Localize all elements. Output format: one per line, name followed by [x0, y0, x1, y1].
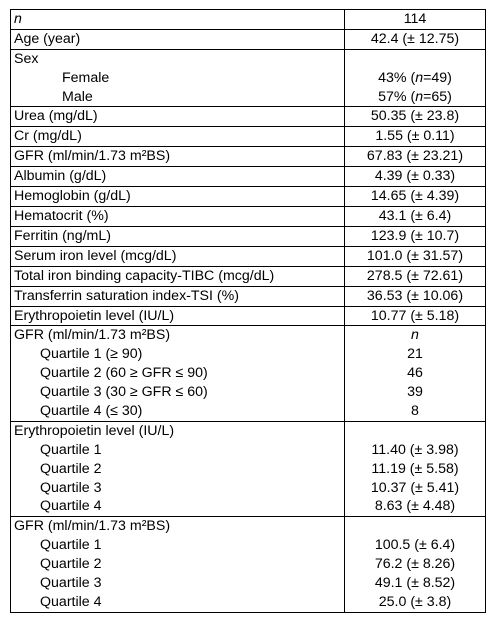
table-row [11, 246, 486, 266]
gfr-by-quartile-2-label: Quartile 2 [40, 556, 102, 573]
row-value: 123.9 (± 10.7) [345, 226, 486, 246]
table-row [11, 286, 486, 306]
gfr-by-quartile-1-label: Quartile 1 [40, 537, 102, 554]
row-label: Hematocrit (%) [11, 207, 345, 227]
table-row-gfr-quartiles-n [11, 326, 486, 421]
row-label: Albumin (g/dL) [11, 167, 345, 187]
characteristics-table [10, 9, 486, 613]
sex-female-label: Female [62, 69, 110, 86]
gfr-by-quartile-header: GFR (ml/min/1.73 m²BS) [14, 518, 171, 535]
table-row-sex [11, 49, 486, 107]
epo-quartile-4-label: Quartile 4 [40, 498, 102, 515]
row-label: Transferrin saturation index-TSI (%) [11, 286, 345, 306]
epo-header: Erythropoietin level (IU/L) [14, 422, 175, 439]
gfr-by-quartile-3-label: Quartile 3 [40, 575, 102, 592]
epo-quartile-3-value: 10.37 (± 5.41) [370, 479, 460, 496]
row-label: Hemoglobin (g/dL) [11, 187, 345, 207]
gfr-quartile-3-label: Quartile 3 (30 ≥ GFR ≤ 60) [40, 384, 208, 401]
sex-values [345, 49, 486, 107]
table-row [11, 187, 486, 207]
row-label: Cr (mg/dL) [11, 127, 345, 147]
row-label: n [11, 10, 345, 30]
row-value: 42.4 (± 12.75) [345, 29, 486, 49]
gfr-by-quartile-1-value: 100.5 (± 6.4) [374, 537, 456, 554]
gfr-quartile-3-value: 39 [407, 384, 423, 401]
row-value: 114 [345, 10, 486, 30]
gfr-by-quartile-4-value: 25.0 (± 3.8) [378, 593, 452, 610]
gfr-by-quartile-3-value: 49.1 (± 8.52) [374, 575, 456, 592]
row-value: 43.1 (± 6.4) [345, 207, 486, 227]
sex-male-label: Male [62, 88, 93, 105]
row-value: 4.39 (± 0.33) [345, 167, 486, 187]
sex-header: Sex [14, 50, 39, 67]
table-row-gfr-by-quartile [11, 517, 486, 612]
gfr-quartile-values [345, 326, 486, 421]
table-row [11, 266, 486, 286]
table-row [11, 29, 486, 49]
table-row-n [11, 10, 486, 30]
gfr-quartile-1-label: Quartile 1 (≥ 90) [40, 346, 143, 363]
gfr-quartile-4-label: Quartile 4 (≤ 30) [40, 403, 143, 420]
sex-female-value: 43% (n=49) [378, 69, 452, 86]
gfr-quartile-2-label: Quartile 2 (60 ≥ GFR ≤ 90) [40, 365, 208, 382]
epo-quartile-2-value: 11.19 (± 5.58) [371, 460, 459, 477]
row-value: 101.0 (± 31.57) [345, 246, 486, 266]
gfr-quartiles-n-header: n [411, 327, 419, 344]
epo-quartile-4-value: 8.63 (± 4.48) [374, 498, 456, 515]
table-row-epo-by-quartile [11, 421, 486, 516]
row-value: 1.55 (± 0.11) [345, 127, 486, 147]
table-row [11, 127, 486, 147]
table-row [11, 167, 486, 187]
row-value: 10.77 (± 5.18) [345, 306, 486, 326]
gfr-by-quartile-labels [11, 517, 345, 612]
row-value: 50.35 (± 23.8) [345, 107, 486, 127]
gfr-quartile-4-value: 8 [411, 403, 419, 420]
row-label: Age (year) [11, 29, 345, 49]
row-label: Erythropoietin level (IU/L) [11, 306, 345, 326]
gfr-by-quartile-2-value: 76.2 (± 8.26) [374, 556, 456, 573]
table-row [11, 107, 486, 127]
epo-quartile-1-label: Quartile 1 [40, 441, 102, 458]
sex-labels [11, 49, 345, 107]
table-row [11, 207, 486, 227]
row-value: 67.83 (± 23.21) [345, 147, 486, 167]
table-row [11, 306, 486, 326]
row-label: Urea (mg/dL) [11, 107, 345, 127]
gfr-quartile-labels [11, 326, 345, 421]
gfr-quartile-1-value: 21 [407, 346, 423, 363]
row-value: 14.65 (± 4.39) [345, 187, 486, 207]
row-value: 278.5 (± 72.61) [345, 266, 486, 286]
epo-quartile-2-label: Quartile 2 [40, 460, 102, 477]
epo-quartile-values [345, 421, 486, 516]
table-row [11, 226, 486, 246]
epo-quartile-1-value: 11.40 (± 3.98) [371, 441, 459, 458]
gfr-by-quartile-4-label: Quartile 4 [40, 593, 102, 610]
row-label: GFR (ml/min/1.73 m²BS) [11, 147, 345, 167]
gfr-by-quartile-values [345, 517, 486, 612]
epo-quartile-labels [11, 421, 345, 516]
gfr-quartiles-header: GFR (ml/min/1.73 m²BS) [14, 327, 171, 344]
row-value: 36.53 (± 10.06) [345, 286, 486, 306]
gfr-quartile-2-value: 46 [407, 365, 423, 382]
row-label: Ferritin (ng/mL) [11, 226, 345, 246]
table-row [11, 147, 486, 167]
row-label: Serum iron level (mcg/dL) [11, 246, 345, 266]
row-label: Total iron binding capacity-TIBC (mcg/dL) [11, 266, 345, 286]
sex-male-value: 57% (n=65) [378, 88, 452, 105]
epo-quartile-3-label: Quartile 3 [40, 479, 102, 496]
